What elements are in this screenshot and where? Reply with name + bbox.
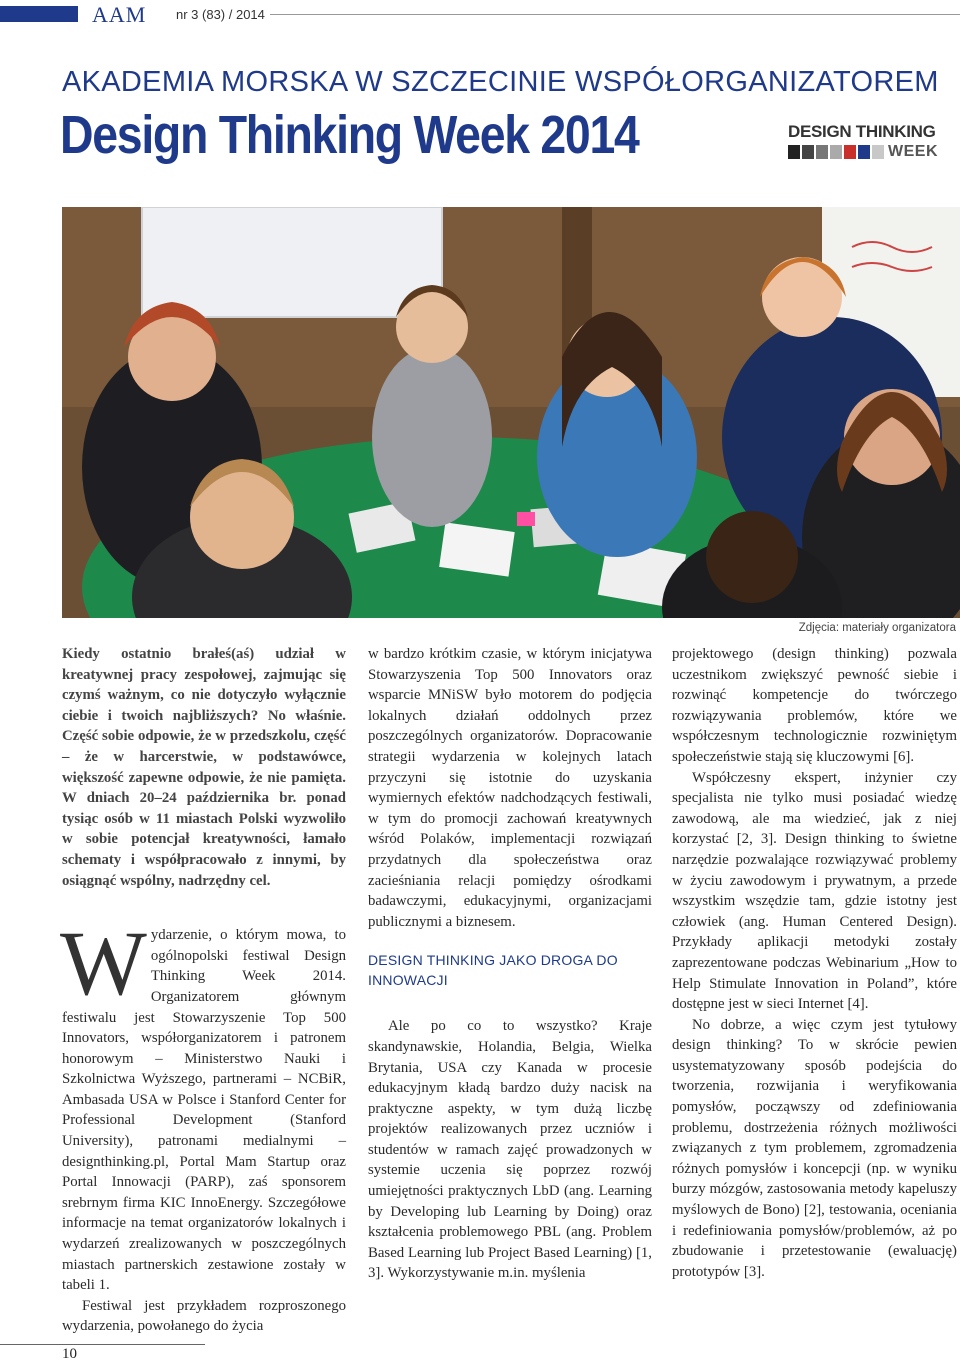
footer-rule — [0, 1344, 205, 1345]
paragraph: No dobrze, a więc czym jest tytułowy design thinking? To w skrócie pewien usystematyzowany sposób podejścia do tworzenia, rozwijania i weryfikowania pomysłów, począwszy od zdefiniowania problemu, dostrzeżenia różnych możliwości związanych z tym problemem, zgromadzenia różnych pomysłów i koncepcji (np. w wyniku burzy mózgów, zastosowania metody kapeluszy myślowych de Bono) [2], testowania, oceniania i redefiniowania pomysłów/problemów, aż po zbudowanie i przetestowanie (ewaluację) prototypów [3]. — [672, 1016, 957, 1280]
paragraph-text: ydarzenie, o którym mowa, to ogólnopolski festiwal Design Thinking Week 2014. Organizatorem głównym festiwalu jest Stowarzyszenie Top 500 Innovators, współorganizatorem i patronem honorowym – Ministerstwo Nauki i Szkolnictwa Wyższego, partnerami – NCBiR, Ambasada USA w Polsce i Stanford Center for Professional Development (Stanford University), patronami medialnymi – designthinking.pl, Portal Mam Startup oraz Portal Innowacji (PARP), zaś sponsorem srebrnym firma KIC InnoEnergy. Szczegółowe informacje na temat organizatorów lokalnych i wydarzeń zrealizowanych w poszczególnych miastach partnerskich zestawione zostały w tabeli 1. — [62, 927, 346, 1294]
paragraph: Festiwal jest przykładem rozproszonego wydarzenia, powołanego do życia — [62, 1297, 346, 1335]
article-kicker: AKADEMIA MORSKA W SZCZECINIE WSPÓŁORGANIZATOREM — [62, 66, 939, 98]
issue-number: nr 3 (83) / 2014 — [176, 7, 265, 22]
logo-line-2: WEEK — [888, 143, 938, 160]
paragraph: Ale po co to wszystko? Kraje skandynawskie, Holandia, Belgia, Wielka Brytania, USA czy Kanada w procesie edukacyjnym kładą bardzo duży nacisk na praktyczne aspekty, w tym dużą liczbę projektów realizowanych przez uczniów i studentów w ramach zajęć prowadzonych w systemie uczenia się poprzez rozwój umiejętności praktycznych LbD (ang. Learning by Developing lub Learning by Doing) oraz kształcenia problemowego PBL (ang. Problem Based Learning lub Project Based Learning) [1, 3]. Wykorzystywanie m.in. myślenia — [368, 1018, 652, 1282]
paragraph: Współczesny ekspert, inżynier czy specjalista nie tylko musi posiadać wiedzę zawodową, ale ma wiedzieć, jak z niej korzystać [2, 3]. Design thinking to świetne narzędzie pozwalające rozwiązywać problemy w życiu zawodowym i prywatnym, a przede wszystkim wszędzie tam, gdzie istotny jest człowiek (ang. Human Centered Design). Przykłady aplikacji metodyki zostały zaprezentowane podczas Webinarium „How to Help Stimulate Innovation in Poland”, które dostępne jest w sieci Internet [4]. — [672, 769, 957, 1013]
design-thinking-week-logo — [788, 122, 948, 162]
page-number: 10 — [62, 1346, 77, 1362]
workshop-photo — [62, 207, 960, 618]
header-rule — [270, 14, 960, 15]
logo-line-1: DESIGN THINKING — [788, 122, 936, 141]
text-column-3 — [672, 644, 957, 1282]
section-subheading: DESIGN THINKING JAKO DROGA DO INNOWACJI — [368, 952, 618, 989]
journal-logo: AAM — [92, 2, 147, 27]
text-column-2 — [368, 644, 652, 1284]
drop-cap: W — [60, 912, 147, 1015]
paragraph: projektowego (design thinking) pozwala uczestnikom zwiększyć pewność siebie i rozwinąć kompetencje do twórczego rozwiązywania problemów, które we współczesnym technologicznie rozwiniętym społeczeństwie stają się kluczowymi [6]. — [672, 646, 957, 765]
text-column-1 — [62, 644, 346, 1337]
paragraph — [60, 912, 346, 1296]
header-color-bar — [0, 6, 78, 22]
lead-paragraph: Kiedy ostatnio brałeś(aś) udział w kreatywnej pracy zespołowej, zajmując się czymś ważnym, co nie dotyczyło wyłącznie ciebie i twoich najbliższych? No właśnie. Część sobie odpowie, że w przedszkolu, część – że w harcerstwie, w podstawówce, większość zapewne odpowie, że nie pamięta. W dniach 20–24 października br. ponad tysiąc osób w 11 miastach Polski wyzwoliło w sobie potencjał kreatywności, łamało schematy i współpracowało z innymi, by osiągnąć wspólny, nadrzędny cel. — [62, 646, 346, 889]
paragraph: w bardzo krótkim czasie, w którym inicjatywa Stowarzyszenia Top 500 Innovators oraz wsparcie MNiSW było motorem do podjęcia lokalnych działań oddolnych przez poszczególnych organizatorów. Dopracowanie strategii wydarzenia w kolejnych latach przyczyni się istotnie do uzyskania wymiernych efektów nadchodzących festiwali, w tym do promocji zachowań kreatywnych wśród Polaków, implementacji rozwiązań przydatnych dla społeczeństwa oraz zacieśniania relacji pomiędzy ośrodkami badawczymi, edukacyjnymi, organizacjami publicznymi a biznesem. — [368, 646, 652, 930]
photo-caption: Zdjęcia: materiały organizatora — [798, 622, 956, 634]
article-title: Design Thinking Week 2014 — [60, 105, 639, 165]
photo-illustration — [62, 207, 960, 618]
